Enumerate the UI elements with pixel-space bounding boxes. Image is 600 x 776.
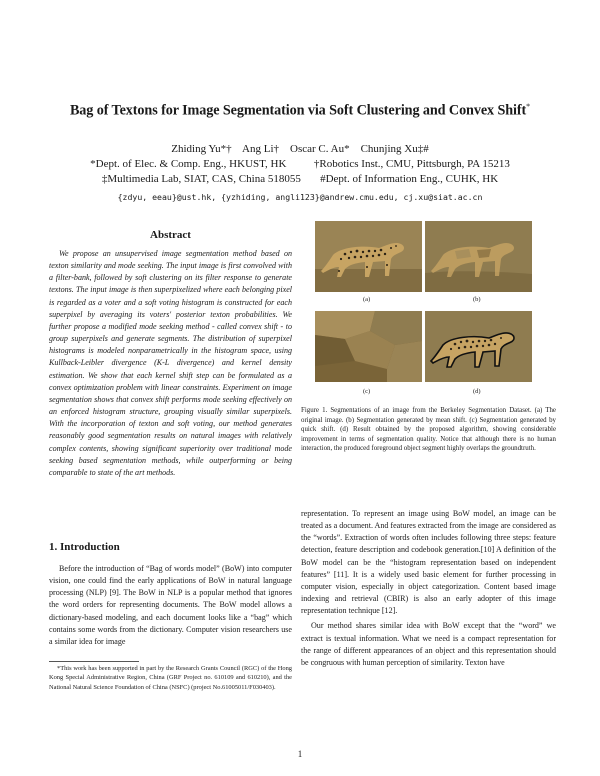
author-emails: {zdyu, eeau}@ust.hk, {yzhiding, angli123}@andrew.cmu.edu, cj.xu@siat.ac.cn	[117, 192, 483, 202]
abstract-heading: Abstract	[150, 229, 191, 241]
author-names: Zhiding Yu*† Ang Li† Oscar C. Au* Chunjing Xu‡#	[171, 143, 429, 155]
introduction-text: Before the introduction of “Bag of words model” (BoW) into computer vision, one could find the early applications of BoW in natural language processing (NLP) [9]. The BoW in NLP is a popular method that ignores the word orders for representing documents. The BoW model allows a dictionary-based modeling, and each document looks like a “bag” which contains some words from the dictionary. Computer vision researchers use a similar idea for image	[49, 564, 292, 646]
title-text: Bag of Textons for Image Segmentation via Soft Clustering and Convex Shift	[69, 102, 527, 119]
mean-shift-segmentation	[425, 221, 532, 292]
footnote-rule	[49, 661, 139, 662]
introduction-heading: 1. Introduction	[49, 541, 120, 553]
figure-caption: Figure 1. Segmentations of an image from the Berkeley Segmentation Dataset. (a) The original image. (b) Segmentation generated by mean shift. (c) Segmentation generated by quick shift. (d) Result obtained by the proposed algorithm, showing considerable improvement in terms of segmentation quality. Notice that although there is no human interaction, the produced foreground object segment highly overlaps the groundtruth.	[301, 407, 556, 453]
right-column-body	[301, 508, 556, 669]
page-number: 1	[297, 749, 303, 759]
footnote-text: *This work has been supported in part by the Research Grants Council (RGC) of the Hong Kong Special Administrative Region, China (GRF Project no. 610109 and 610210), and the National Natural Science Foundation of China (NSFC) (project No.61005011/F030403).	[49, 665, 292, 691]
figure-panel-original-image	[315, 221, 422, 292]
leopard-original-image	[315, 221, 422, 292]
body-paragraph-1: representation. To represent an image using BoW model, an image can be treated as a document. And features extracted from the image are considered as the “words”. Extraction of words often includes following three steps: feature detection, feature description and codebook generation.[10] A definition of the BoW model can be the “histogram representation based on independent features” [11]. It is a widely used basic element for further processing in computer vision, especially in object categorization. Content based image indexing and retrieval (CBIR) is also an early adopter of this image representation technique [12].	[301, 509, 556, 616]
abstract-text: We propose an unsupervised image segmentation method based on texton similarity and mode seeking. The input image is first convolved with a filter-bank, followed by soft clustering on its filter response to generate textons. The input image is then superpixelized where each belonging pixel is regarded as a voter and a soft voting histogram is constructed for each superpixel by averaging its voters' posterior texton probabilities. We further propose a modified mode seeking method - called convex shift - to group superpixels and generate segments. The distribution of superpixel histograms is modeled nonparametrically in the histogram space, using Kullback-Leibler divergence (K-L divergence) and kernel density estimation. We show that each kernel shift step can be formulated as a convex optimization problem with linear constraints. Experiment on image segmentation shows that convex shift performs mode seeking effectively on an enforced histogram structure, grouping visually similar superpixels. With the incorporation of texton and soft voting, our method generates reasonably good segmentation results on natural images with relatively complex contents, showing significant superiority over traditional mode seeking based segmentation methods, while outperforming or being comparable to state of the art methods.	[49, 249, 292, 477]
figure-panel-quick-shift	[315, 311, 422, 382]
title-footnote-mark: *	[526, 102, 531, 111]
affiliation-line-1: *Dept. of Elec. & Comp. Eng., HKUST, HK †Robotics Inst., CMU, Pittsburgh, PA 15213	[90, 158, 510, 170]
figure-1	[301, 219, 556, 405]
figure-label-b: (b)	[473, 296, 481, 303]
figure-panel-mean-shift	[425, 221, 532, 292]
affiliation-line-2: ‡Multimedia Lab, SIAT, CAS, China 518055 #Dept. of Information Eng., CUHK, HK	[101, 173, 499, 185]
figure-panel-proposed-result	[425, 311, 532, 382]
author-block	[20, 142, 580, 187]
figure-label-d: (d)	[473, 388, 481, 395]
figure-label-a: (a)	[363, 296, 371, 303]
body-paragraph-2: Our method shares similar idea with BoW except that the “word” we extract is textual information. What we need is a compact representation for the range of different appearances of an object and this representation should be congruous with human perception of similarity. Texton have	[301, 621, 556, 667]
figure-label-c: (c)	[363, 388, 371, 395]
paper-title	[20, 102, 580, 120]
proposed-segmentation	[425, 311, 532, 382]
quick-shift-segmentation	[315, 311, 422, 382]
